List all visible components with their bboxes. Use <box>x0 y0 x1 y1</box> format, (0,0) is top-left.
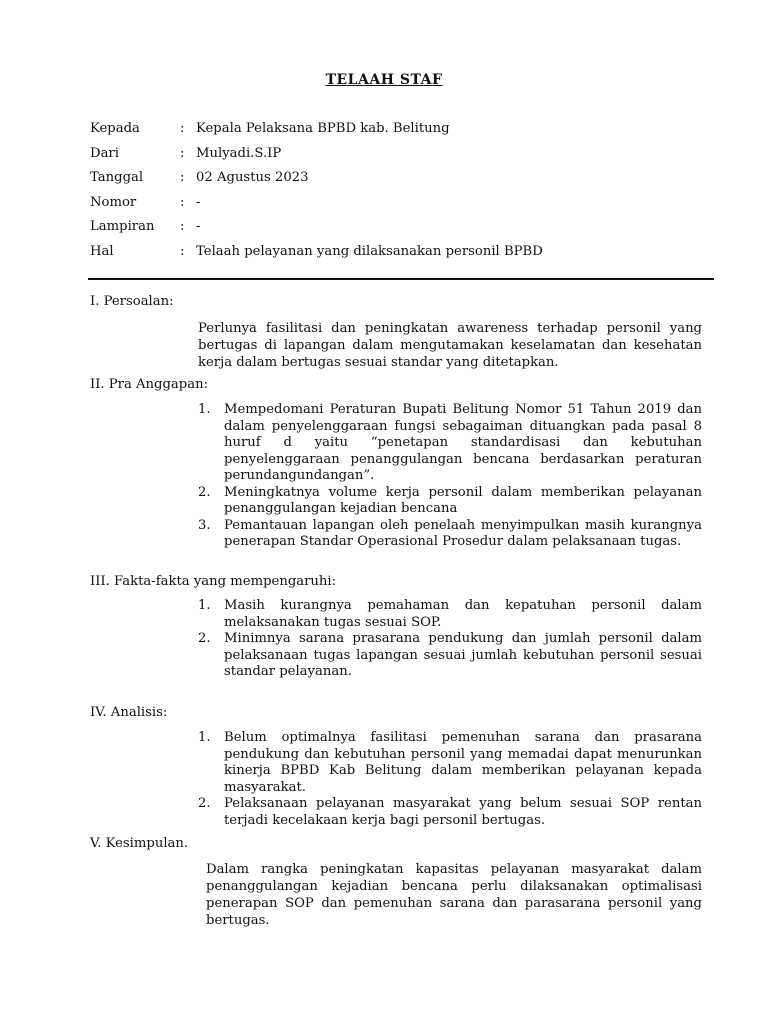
section-text-kesimpulan: Dalam rangka peningkatan kapasitas pelayanan masyarakat dalam penanggulangan kejadian bencana perlu dilaksanakan optimalisasi penerapan SOP dan pemenuhan sarana dan parasarana personil yang bertugas. <box>206 862 702 928</box>
meta-row-lampiran <box>90 219 543 244</box>
meta-value: - <box>196 219 201 234</box>
meta-value: Kepala Pelaksana BPBD kab. Belitung <box>196 121 450 136</box>
meta-label: Tanggal <box>90 170 144 185</box>
list-item <box>198 402 702 485</box>
section-text-persoalan: Perlunya fasilitasi dan peningkatan awareness terhadap personil yang bertugas di lapangan dalam mengutamakan keselamatan dan kesehatan kerja dalam bertugas sesuai standar yang ditetapkan. <box>198 321 702 370</box>
list-text: Mempedomani Peraturan Bupati Belitung Nomor 51 Tahun 2019 dan dalam penyelenggaraan fungsi sebagaiman dituangkan pada pasal 8 huruf d yaitu “penetapan standardisasi dan kebutuhan penyelenggaraan penanggulangan bencana berdasarkan peraturan perundangundangan”. <box>224 402 702 483</box>
list-text: Pemantauan lapangan oleh penelaah menyimpulkan masih kurangnya penerapan Standar Operasional Prosedur dalam pelaksanaan tugas. <box>224 517 702 549</box>
meta-label: Hal <box>90 243 114 259</box>
document-title: TELAAH STAF <box>325 72 443 88</box>
meta-colon: : <box>180 121 185 136</box>
meta-row-kepada <box>90 121 543 146</box>
meta-colon: : <box>180 194 185 210</box>
fakta-list <box>198 598 702 681</box>
meta-colon: : <box>180 243 185 259</box>
meta-label: Nomor <box>90 194 137 210</box>
list-number: 1. <box>198 730 211 745</box>
meta-value: - <box>196 194 201 210</box>
meta-row-hal <box>90 244 543 269</box>
meta-label: Kepada <box>90 121 140 136</box>
meta-colon: : <box>180 145 185 161</box>
meta-row-nomor <box>90 195 543 220</box>
list-item <box>198 517 702 551</box>
list-item <box>198 796 702 829</box>
header-divider <box>88 278 714 280</box>
list-number: 2. <box>198 631 211 646</box>
section-heading-pra-anggapan: II. Pra Anggapan: <box>90 377 209 392</box>
list-number: 3. <box>198 517 211 533</box>
section-heading-analisis: IV. Analisis: <box>90 705 168 720</box>
list-item <box>198 598 702 631</box>
list-item <box>198 730 702 796</box>
list-number: 2. <box>198 796 211 811</box>
list-item <box>198 631 702 681</box>
meta-row-tanggal <box>90 170 543 195</box>
list-text: Belum optimalnya fasilitasi pemenuhan sarana dan prasarana pendukung dan kebutuhan personil yang memadai dapat menurunkan kinerja BPBD Kab Belitung dalam memberikan pelayanan kepada masyarakat. <box>224 730 702 795</box>
meta-row-dari <box>90 146 543 171</box>
list-item <box>198 484 702 518</box>
meta-colon: : <box>180 170 185 185</box>
pra-anggapan-list <box>198 402 702 551</box>
meta-label: Dari <box>90 145 119 161</box>
list-text: Meningkatnya volume kerja personil dalam memberikan pelayanan penanggulangan kejadian bencana <box>224 484 702 516</box>
analisis-list <box>198 730 702 829</box>
list-text: Minimnya sarana prasarana pendukung dan jumlah personil dalam pelaksanaan tugas lapangan sesuai jumlah kebutuhan personil sesuai standar pelayanan. <box>224 631 702 679</box>
section-heading-fakta: III. Fakta-fakta yang mempengaruhi: <box>90 574 337 589</box>
meta-value: 02 Agustus 2023 <box>196 170 309 185</box>
meta-value: Mulyadi.S.IP <box>196 145 282 161</box>
list-number: 1. <box>198 598 211 613</box>
header-meta <box>90 121 543 268</box>
meta-value: Telaah pelayanan yang dilaksanakan personil BPBD <box>196 243 543 259</box>
section-heading-kesimpulan: V. Kesimpulan. <box>90 836 189 851</box>
list-number: 2. <box>198 484 211 500</box>
meta-colon: : <box>180 219 185 234</box>
list-number: 1. <box>198 402 211 417</box>
list-text: Pelaksanaan pelayanan masyarakat yang belum sesuai SOP rentan terjadi kecelakaan kerja bagi personil bertugas. <box>224 796 702 828</box>
meta-label: Lampiran <box>90 219 155 234</box>
section-heading-persoalan: I. Persoalan: <box>90 294 174 309</box>
list-text: Masih kurangnya pemahaman dan kepatuhan personil dalam melaksanakan tugas sesuai SOP. <box>224 598 702 630</box>
